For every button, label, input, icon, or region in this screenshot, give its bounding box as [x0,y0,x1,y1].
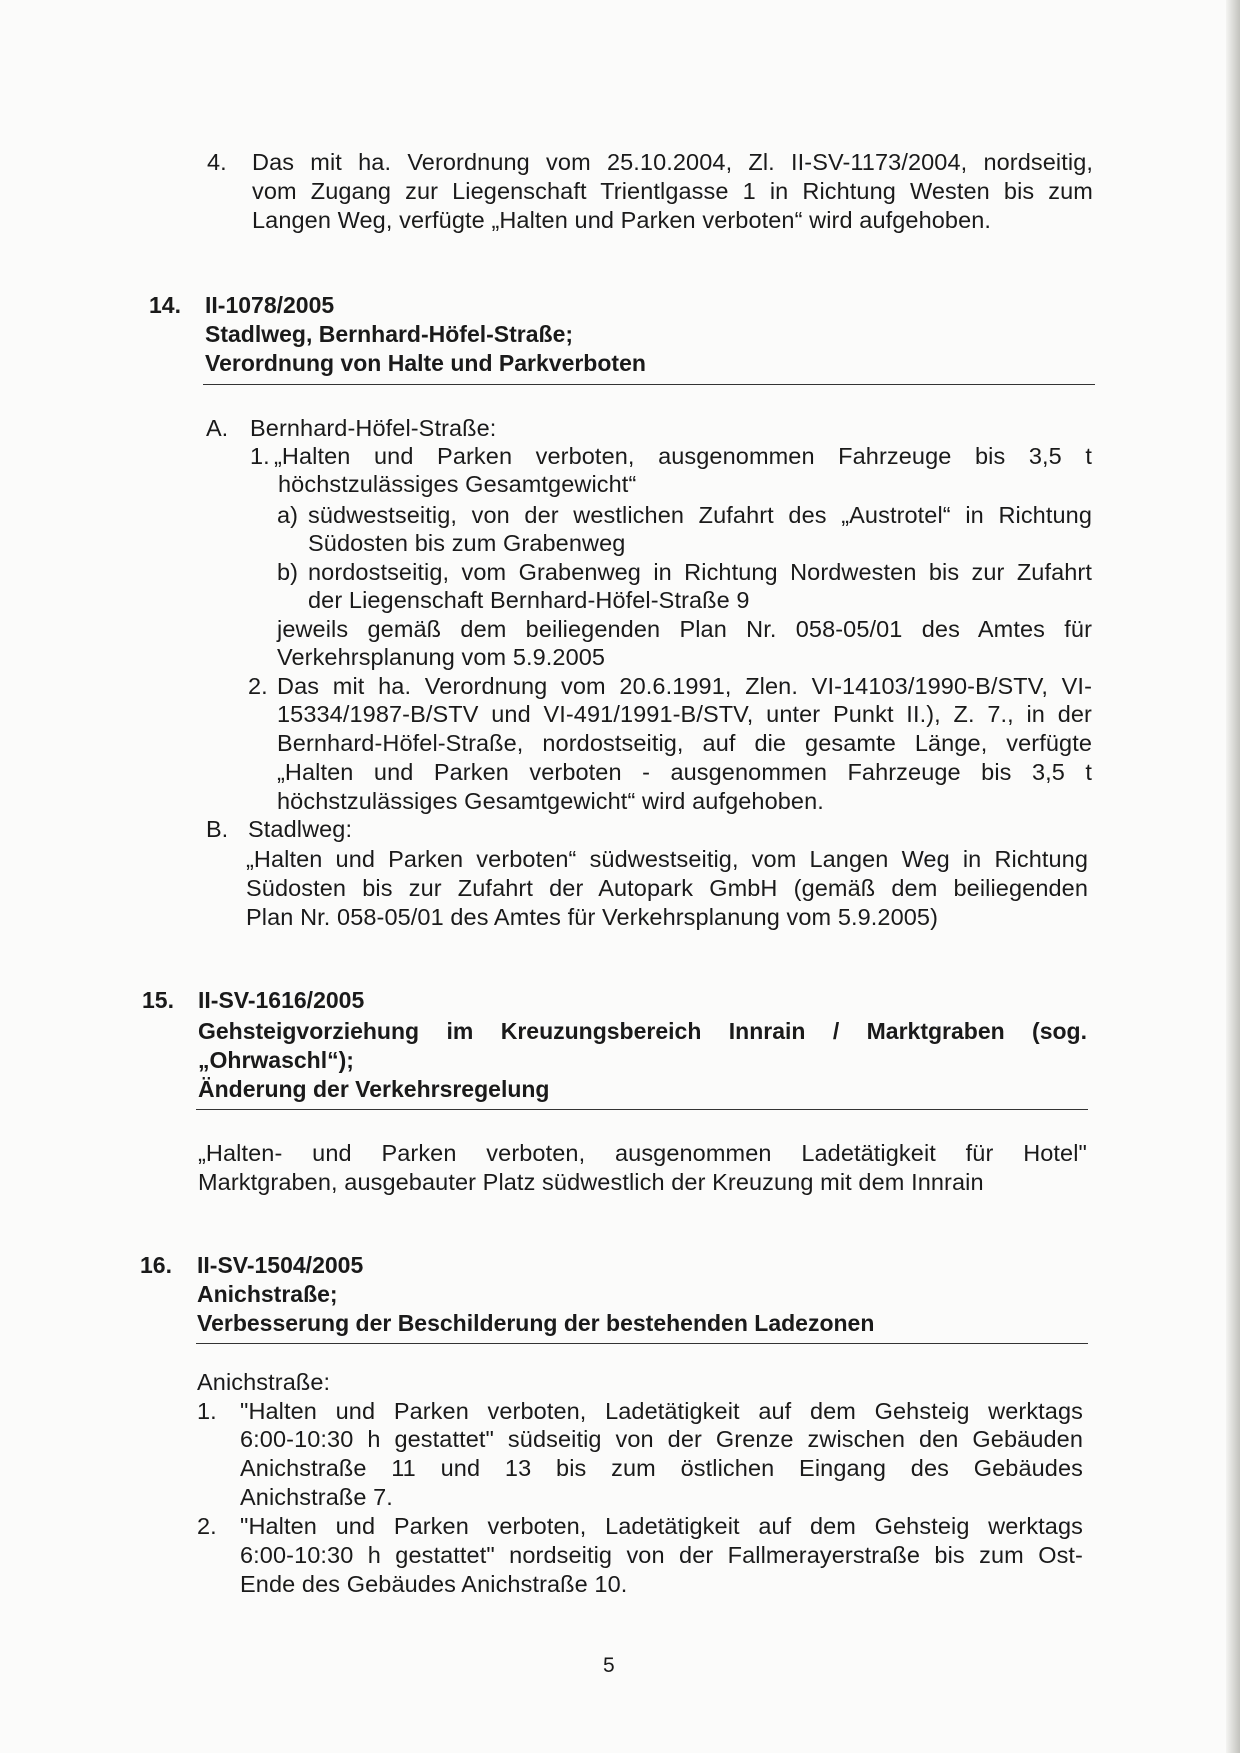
p2-line-3: Ende des Gebäudes Anichstraße 10. [240,1571,628,1597]
a1-line-2: höchstzulässiges Gesamtgewicht“ [278,471,637,497]
item-number: 14. [149,292,181,318]
a2-line-1: Das mit ha. Verordnung vom 20.6.1991, Zlen. VI-14103/1990-B/STV, VI- [277,673,1092,699]
p1-line-3: Anichstraße 11 und 13 bis zum östlichen Eingang des Gebäudes [240,1455,1083,1481]
b-line-1: „Halten und Parken verboten“ südwestseitig, vom Langen Weg in Richtung [246,846,1088,872]
a2-line-3: Bernhard-Höfel-Straße, nordostseitig, auf die gesamte Länge, verfügte [277,730,1092,756]
heading-divider [203,384,1095,385]
item13-point4-line-1: Das mit ha. Verordnung vom 25.10.2004, Zl. II-SV-1173/2004, nordseitig, [252,149,1093,175]
item13-point4-line-3: Langen Weg, verfügte „Halten und Parken verboten“ wird aufgehoben. [252,207,992,233]
intro-heading: Anichstraße: [197,1369,331,1395]
item-reference: II-1078/2005 [205,292,335,318]
subpoint-label: b) [277,559,298,585]
item-number: 15. [142,987,174,1013]
section-label: B. [206,816,229,842]
a1-after-line-2: Verkehrsplanung vom 5.9.2005 [277,644,606,670]
a2-line-2: 15334/1987-B/STV und VI-491/1991-B/STV, unter Punkt II.), Z. 7., in der [277,701,1092,727]
a1a-line-1: südwestseitig, von der westlichen Zufahrt des „Austrotel“ in Richtung [308,502,1092,528]
a1b-line-2: der Liegenschaft Bernhard-Höfel-Straße 9 [308,587,750,613]
page-number: 5 [603,1654,615,1677]
subpoint-label: a) [277,502,298,528]
item-subtitle: Änderung der Verkehrsregelung [198,1076,550,1102]
scan-edge [1226,0,1240,1753]
point-number: 2. [197,1513,217,1539]
item15-body-line-1: „Halten- und Parken verboten, ausgenommen Ladetätigkeit für Hotel" [198,1140,1087,1166]
a1-line-1: „Halten und Parken verboten, ausgenommen Fahrzeuge bis 3,5 t [274,443,1092,469]
item-title-line-2: „Ohrwaschl“); [198,1047,354,1073]
item13-point4-line-2: vom Zugang zur Liegenschaft Trientlgasse 1 in Richtung Westen bis zum [252,178,1093,204]
item-subtitle: Verordnung von Halte und Parkverboten [205,350,646,376]
item-title-line-1: Gehsteigvorziehung im Kreuzungsbereich Innrain / Marktgraben (sog. [198,1018,1087,1044]
item-title: Stadlweg, Bernhard-Höfel-Straße; [205,321,574,347]
b-line-3: Plan Nr. 058-05/01 des Amtes für Verkehrsplanung vom 5.9.2005) [246,904,939,930]
p2-line-1: "Halten und Parken verboten, Ladetätigkeit auf dem Gehsteig werktags [240,1513,1083,1539]
item-number: 16. [140,1252,172,1278]
item-reference: II-SV-1504/2005 [197,1252,364,1278]
item-reference: II-SV-1616/2005 [198,987,365,1013]
p1-line-1: "Halten und Parken verboten, Ladetätigkeit auf dem Gehsteig werktags [240,1398,1083,1424]
p2-line-2: 6:00-10:30 h gestattet" nordseitig von der Fallmerayerstraße bis zum Ost- [240,1542,1083,1568]
item-subtitle: Verbesserung der Beschilderung der bestehenden Ladezonen [197,1310,875,1336]
point-number: 4. [207,149,227,175]
section-label: A. [206,415,229,441]
a1b-line-1: nordostseitig, vom Grabenweg in Richtung Nordwesten bis zur Zufahrt [308,559,1092,585]
heading-divider [196,1343,1088,1344]
point-number: 2. [248,673,268,699]
p1-line-4: Anichstraße 7. [240,1484,393,1510]
point-number: 1. [250,443,270,469]
item-title: Anichstraße; [197,1281,338,1307]
point-number: 1. [197,1398,217,1424]
b-line-2: Südosten bis zur Zufahrt der Autopark GmbH (gemäß dem beiliegenden [246,875,1088,901]
section-heading: Bernhard-Höfel-Straße: [250,415,497,441]
a1a-line-2: Südosten bis zum Grabenweg [308,530,626,556]
heading-divider [196,1109,1088,1110]
p1-line-2: 6:00-10:30 h gestattet" südseitig von der Grenze zwischen den Gebäuden [240,1426,1083,1452]
section-heading: Stadlweg: [248,816,353,842]
a1-after-line-1: jeweils gemäß dem beiliegenden Plan Nr. 058-05/01 des Amtes für [277,616,1092,642]
item15-body-line-2: Marktgraben, ausgebauter Platz südwestlich der Kreuzung mit dem Innrain [198,1169,984,1195]
a2-line-4: „Halten und Parken verboten - ausgenommen Fahrzeuge bis 3,5 t [277,759,1092,785]
a2-line-5: höchstzulässiges Gesamtgewicht“ wird aufgehoben. [277,788,824,814]
